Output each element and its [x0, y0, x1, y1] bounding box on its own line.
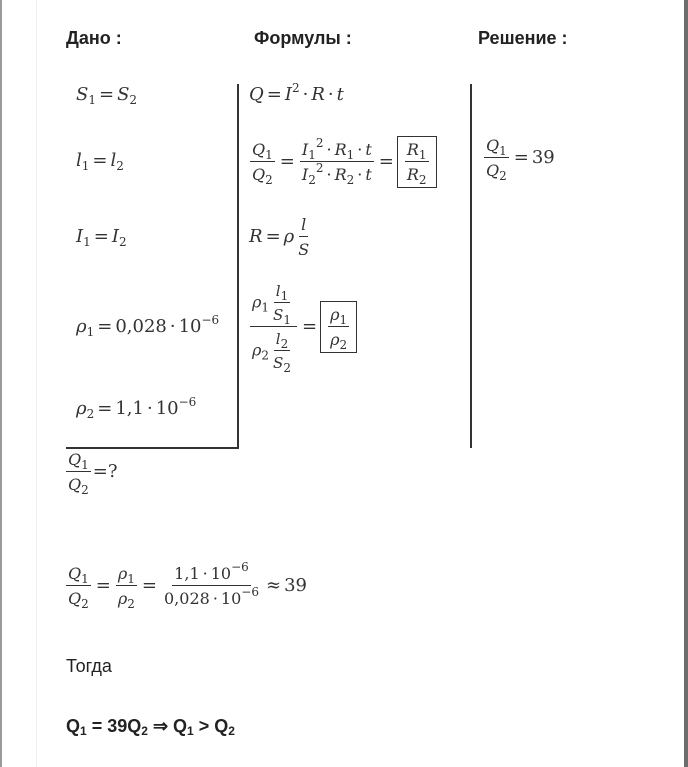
page-left-edge — [0, 0, 2, 767]
given-resistivity-1: $\rho_1 = 0,028 \cdot 10^{-6}$ — [76, 313, 220, 339]
conclusion: $Q_1 = 39Q_2$ ⇒ $Q_1 > Q_2$ — [66, 716, 235, 738]
boxed-resistance-ratio: $\frac{R_1}{R_2}$ — [397, 136, 437, 188]
formula-joule-law: $Q = I^2 \cdot R \cdot t$ — [249, 81, 344, 105]
header-formulas: Формулы : — [254, 28, 352, 48]
given-current-equal: $I_1 = I_2$ — [76, 226, 127, 249]
given-area-equal: $S_1 = S_2$ — [76, 84, 138, 107]
formula-resistance: R = ρ $\frac{l}{S}$ — [249, 215, 310, 260]
given-divider — [237, 84, 239, 449]
given-underline — [66, 447, 239, 449]
given-resistivity-2: $\rho_2 = 1,1 \cdot 10^{-6}$ — [76, 395, 197, 421]
header-solution: Решение : — [478, 28, 568, 48]
solution-divider — [470, 84, 472, 448]
solution-result: $\frac{Q_1}{Q_2}$ = 39 — [486, 136, 555, 184]
then-label: Тогда — [66, 656, 112, 676]
boxed-rho-ratio: $\frac{\rho_1}{\rho_2}$ — [320, 301, 357, 353]
header-given: Дано : — [66, 28, 122, 48]
given-length-equal: $l_1 = l_2$ — [76, 150, 124, 173]
page-right-edge — [684, 0, 688, 767]
given-unknown-ratio: $\frac{Q_1}{Q_2}$ =? — [68, 450, 118, 498]
formula-resistivity-ratio: $\rho_1$ $\frac{l_1}{S_1}$ $\rho_2$ $\frac{l_2}{S_2}$ = $\frac{\rho_1}{\rho_2}$ — [248, 282, 357, 372]
margin-line — [36, 0, 37, 767]
formula-heat-ratio: $\frac{Q_1}{Q_2}$ = $\frac{I_1^2 \cdot R_1 \cdot t}{I_2^2 \cdot R_2 \cdot t}$ = $\frac{R_1}{R_2}$ — [248, 136, 437, 188]
computation-line: $\frac{Q_1}{Q_2}$ = $\frac{\rho_1}{\rho_2}$ = $\frac{1,1 \cdot 10^{-6}}{0,028 \cdot 10^{-6}}$ ≈ 39 — [68, 560, 307, 612]
